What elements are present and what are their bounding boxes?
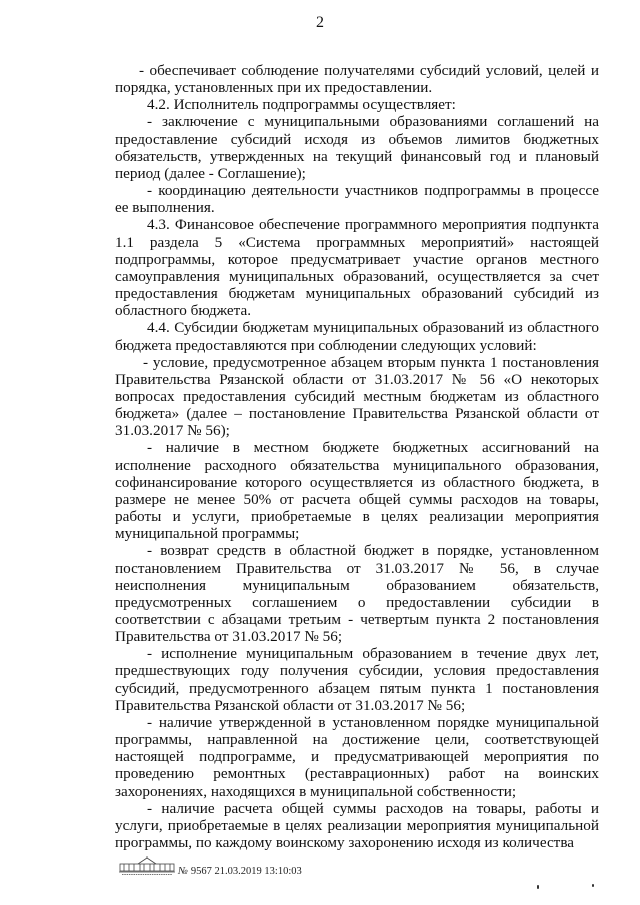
paragraph-condition-4: - исполнение муниципальным образованием в течение двух лет, предшествующих году получения субсидии, условия предоставления субсидий, предусмотренного абзацем пятым пункта 1 постановления Правительства Рязанской области от 31.03.2017 № 56; <box>115 645 599 714</box>
paragraph-4-2: 4.2. Исполнитель подпрограммы осуществляет: <box>147 96 456 114</box>
paragraph-coordination: - координацию деятельности участников подпрограммы в процессе ее выполнения. <box>115 182 599 217</box>
document-registration-id <box>178 866 302 877</box>
document-body <box>115 62 599 851</box>
page-number: 2 <box>316 14 324 31</box>
registration-number-and-timestamp: 9567 21.03.2019 13:10:03 <box>190 866 302 877</box>
paragraph-condition-6: - наличие расчета общей суммы расходов на товары, работы и услуги, приобретаемые в целях реализации мероприятия муниципальной программы, по каждому воинскому захоронению исходя из количества <box>115 799 599 852</box>
paragraph-4-3: 4.3. Финансовое обеспечение программного мероприятия подпункта 1.1 раздела 5 «Система программных мероприятий» настоящей подпрограммы, которое предусматривает участие органов местного самоуправления муниципальных образований, осуществляется за счет предоставления бюджетам муниципальных образований субсидий из областного бюджета. <box>115 216 599 320</box>
paragraph-agreements: - заключение с муниципальными образованиями соглашений на предоставление субсидий исходя из объемов лимитов бюджетных обязательств, утвержденных на текущий финансовый год и плановый период (далее - Соглашение); <box>115 113 599 182</box>
paragraph-condition-3: - возврат средств в областной бюджет в порядке, установленном постановлением Правительства от 31.03.2017 № 56, в случае неисполнения муниципальным образованием обязательств, предусмотренных соглашением о предоставлении субсидии в соответствии с абзацами третьим - четвертым пункта 2 постановления Правительства от 31.03.2017 № 56; <box>115 542 599 646</box>
paragraph-condition-5: - наличие утвержденной в установленном порядке муниципальной программы, направленной на достижение цели, соответствующей настоящей подпрограмме, и предусматривающей мероприятия по проведению ремонтных (реставрационных) работ на воинских захоронениях, находящихся в муниципальной собственности; <box>115 713 599 800</box>
scan-speck <box>592 884 594 887</box>
paragraph-4-4: 4.4. Субсидии бюджетам муниципальных образований из областного бюджета предоставляются при соблюдении следующих условий: <box>115 319 599 354</box>
number-sign: № <box>178 866 188 877</box>
paragraph-condition-2: - наличие в местном бюджете бюджетных ассигнований на исполнение расходного обязательства муниципального образования, софинансирование которого осуществляется из областного бюджета, в размере не менее 50% от расчета общей суммы расходов на товары, работы и услуги, приобретаемые в целях реализации мероприятия муниципальной программы; <box>115 439 599 543</box>
paragraph-subsidy-compliance: - обеспечивает соблюдение получателями субсидий условий, целей и порядка, установленных при их предоставлении. <box>115 62 599 97</box>
paragraph-condition-1: - условие, предусмотренное абзацем вторым пункта 1 постановления Правительства Рязанской области от 31.03.2017 № 56 «О некоторых вопросах предоставления субсидий местным бюджетам из областного бюджета» (далее – постановление Правительства Рязанской области от 31.03.2017 № 56); <box>115 353 599 440</box>
scan-speck <box>537 885 539 889</box>
government-building-stamp-icon <box>118 855 176 877</box>
